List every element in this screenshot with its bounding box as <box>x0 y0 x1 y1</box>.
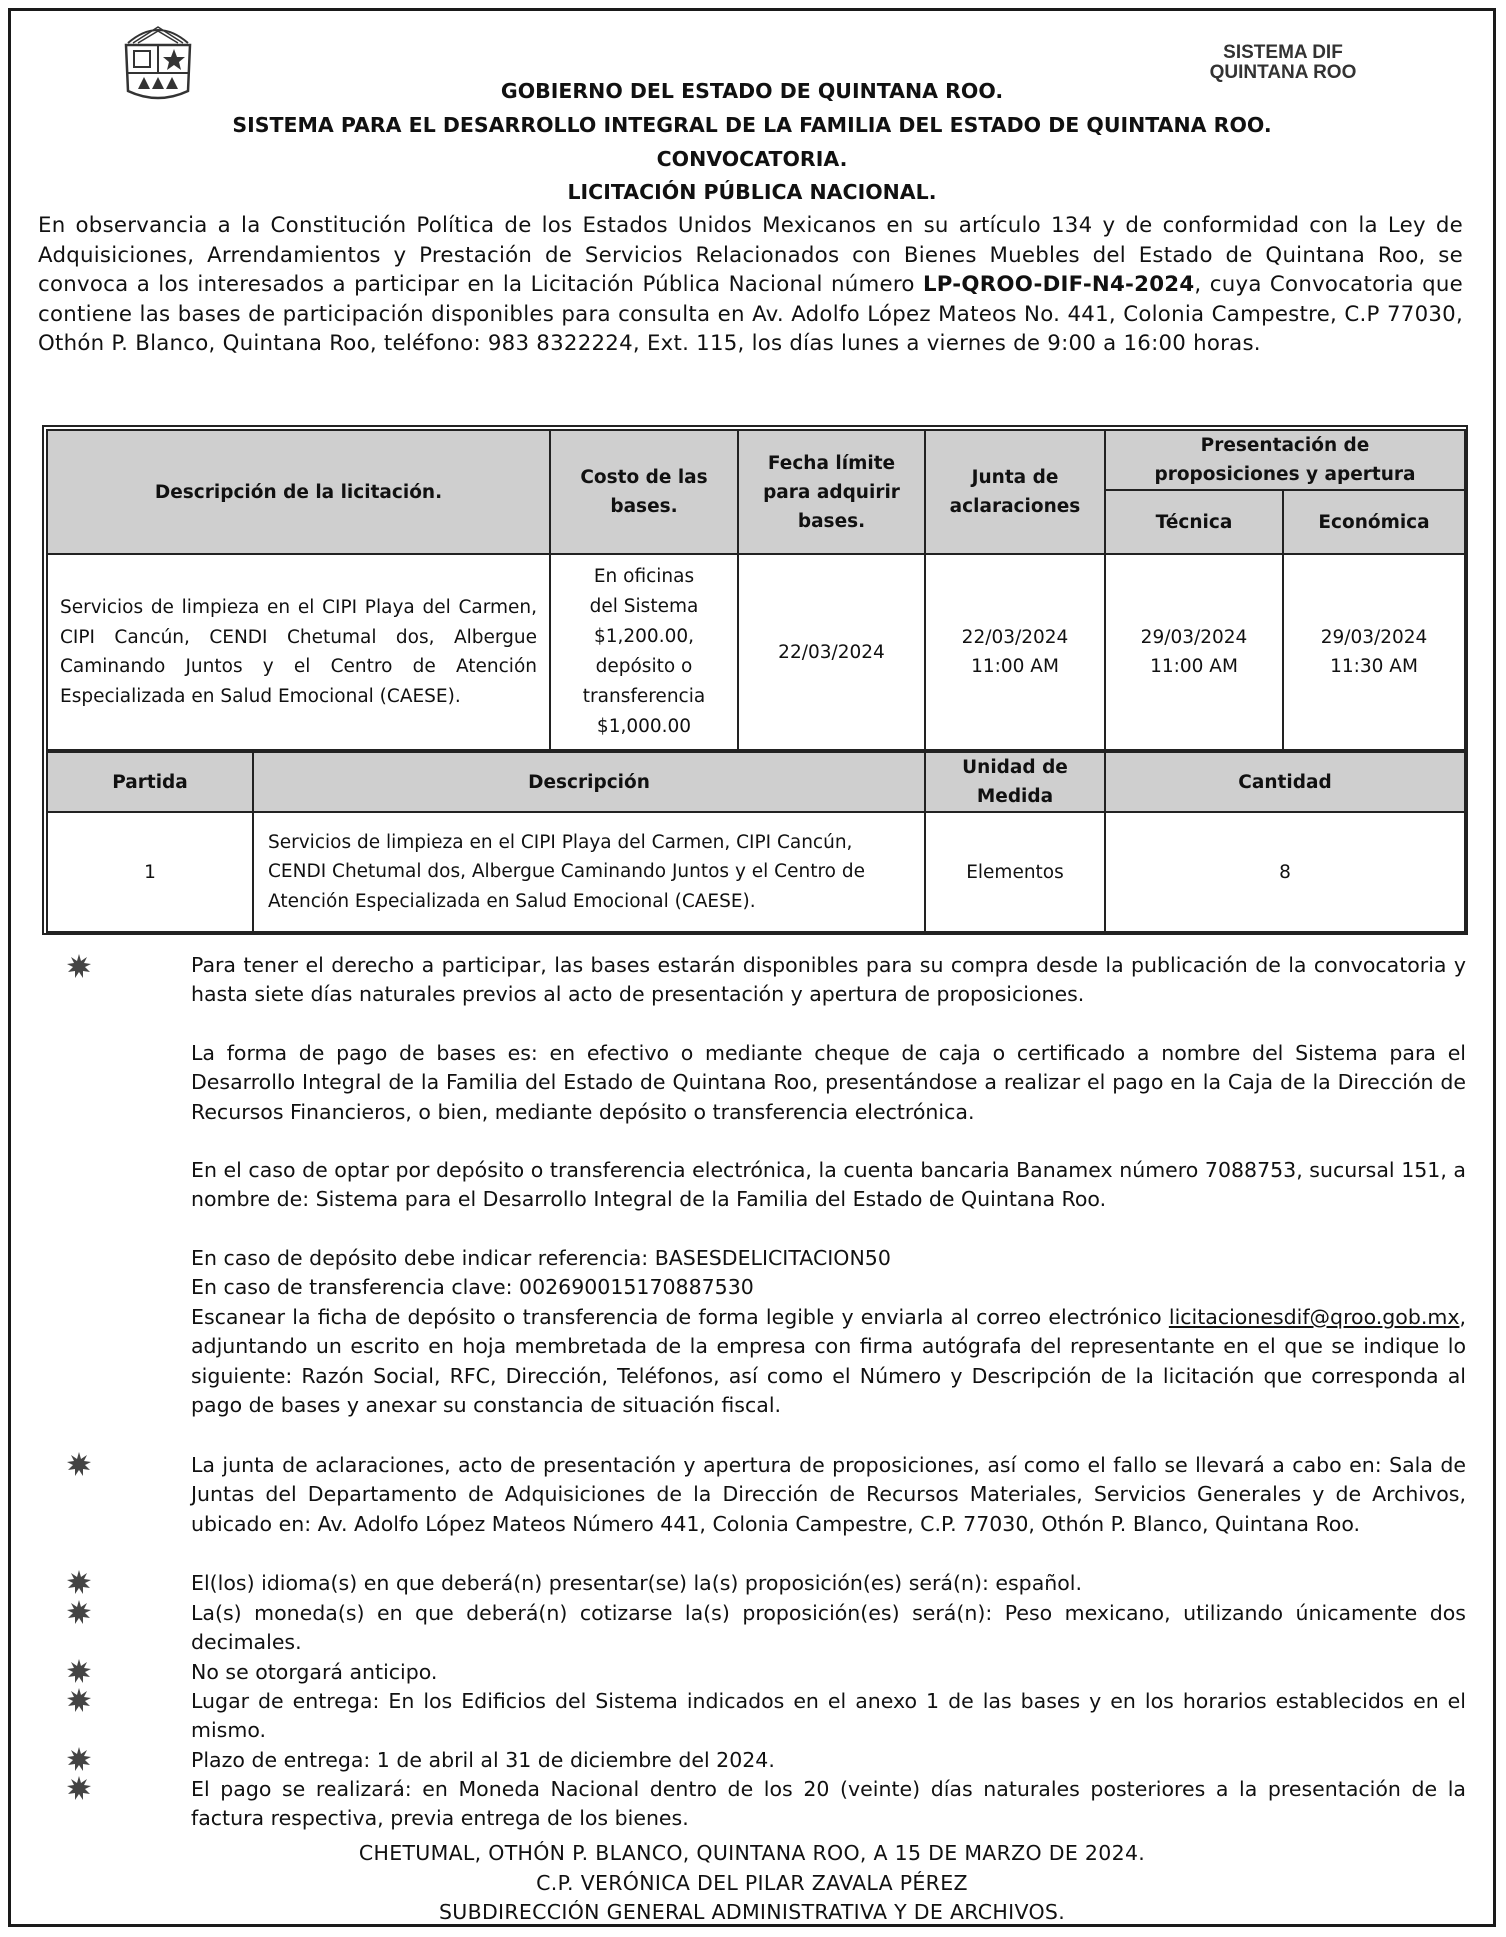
intro-paragraph <box>38 211 1463 359</box>
intro-text-after: , cuya Convocatoria que contiene las bases de participación disponibles para consulta en Av. Adolfo López Mateos No. 441, Colonia Campestre, C.P 77030, Othón P. Blanco, Quintana Roo, teléfono: 983 8322224, Ext. 115, los días lunes a viernes de 9:00 a 16:00 horas. <box>38 272 1463 357</box>
junta-fecha: 22/03/2024 <box>961 627 1069 648</box>
condition-plazo-entrega: Plazo de entrega: 1 de abril al 31 de diciembre del 2024. <box>191 1748 775 1772</box>
cell-tecnica <box>1105 554 1283 750</box>
condition-cuenta-bancaria: En el caso de optar por depósito o transferencia electrónica, la cuenta bancaria Banamex número 7088753, sucursal 151, a nombre de: Sistema para el Desarrollo Integral de la Familia del Estado de Quintana Roo. <box>191 1158 1466 1212</box>
header-partida: Partida <box>47 752 253 812</box>
junta-hora: 11:00 AM <box>971 656 1059 677</box>
sistema-dif-mark <box>1183 43 1383 83</box>
header-descripcion2: Descripción <box>253 752 925 812</box>
header-unidad: Unidad de Medida <box>925 752 1105 812</box>
header-tecnica: Técnica <box>1105 490 1283 554</box>
heading-sistema: SISTEMA PARA EL DESARROLLO INTEGRAL DE LA FAMILIA DEL ESTADO DE QUINTANA ROO. <box>232 113 1272 137</box>
sistema-dif-label: SISTEMA DIF <box>1223 42 1343 63</box>
cell-economica <box>1283 554 1465 750</box>
header-economica: Económica <box>1283 490 1465 554</box>
header-costo: Costo de las bases. <box>550 430 738 554</box>
header-junta: Junta de aclaraciones <box>925 430 1105 554</box>
bullet-icon <box>66 1746 92 1772</box>
header-presentacion: Presentación de proposiciones y apertura <box>1105 430 1465 490</box>
costo-line: $1,000.00 <box>596 716 692 737</box>
bullet-icon <box>66 1599 92 1625</box>
costo-line: del Sistema <box>589 596 699 617</box>
header-fecha-limite: Fecha límite para adquirir bases. <box>738 430 925 554</box>
condition-forma-pago: La forma de pago de bases es: en efectivo o mediante cheque de caja o certificado a nombre del Sistema para el Desarrollo Integral de la Familia del Estado de Quintana Roo, presentándose a realizar el pago en la Caja de la Dirección de Recursos Financieros, o bien, mediante depósito o transferencia electrónica. <box>191 1041 1466 1124</box>
tecnica-hora: 11:00 AM <box>1150 656 1238 677</box>
document-page <box>8 8 1496 1927</box>
economica-fecha: 29/03/2024 <box>1320 627 1428 648</box>
bullet-icon <box>66 1451 92 1477</box>
header-cantidad: Cantidad <box>1105 752 1465 812</box>
condition-pago: El pago se realizará: en Moneda Nacional dentro de los 20 (veinte) días naturales posteriores a la presentación de la factura respectiva, previa entrega de los bienes. <box>191 1777 1466 1831</box>
intro-text-before: En observancia a la Constitución Política de los Estados Unidos Mexicanos en su artículo 134 y de conformidad con la Ley de Adquisiciones, Arrendamientos y Prestación de Servicios Relacionados con Bienes Muebles del Estado de Quintana Roo, se convoca a los interesados a participar en la Licitación Pública Nacional número <box>38 213 1463 298</box>
cell-fecha-limite: 22/03/2024 <box>738 554 925 750</box>
cell-costo <box>550 554 738 750</box>
tecnica-fecha: 29/03/2024 <box>1140 627 1248 648</box>
bullet-icon <box>66 1658 92 1684</box>
footer-signer: C.P. VERÓNICA DEL PILAR ZAVALA PÉREZ <box>536 1871 968 1895</box>
condition-anticipo: No se otorgará anticipo. <box>191 1660 438 1684</box>
cell-partida: 1 <box>47 812 253 932</box>
bullet-icon <box>66 1775 92 1801</box>
condition-lugar-entrega: Lugar de entrega: En los Edificios del Sistema indicados en el anexo 1 de las bases y en los horarios establecidos en el mismo. <box>191 1689 1466 1743</box>
quintana-roo-label: QUINTANA ROO <box>1209 62 1357 83</box>
cell-unidad: Elementos <box>925 812 1105 932</box>
cell-descripcion: Servicios de limpieza en el CIPI Playa del Carmen, CIPI Cancún, CENDI Chetumal dos, Albergue Caminando Juntos y el Centro de Atención Especializada en Salud Emocional (CAESE). <box>47 554 550 750</box>
costo-line: $1,200.00, <box>593 626 695 647</box>
licitacion-number: LP-QROO-DIF-N4-2024 <box>922 272 1195 298</box>
costo-line: depósito o <box>595 656 693 677</box>
email-link[interactable]: licitacionesdif@qroo.gob.mx <box>1168 1305 1460 1329</box>
licitacion-table <box>46 429 1466 751</box>
heading-gobierno: GOBIERNO DEL ESTADO DE QUINTANA ROO. <box>500 79 1004 103</box>
cell-descripcion2: Servicios de limpieza en el CIPI Playa del Carmen, CIPI Cancún, CENDI Chetumal dos, Albergue Caminando Juntos y el Centro de Atención Especializada en Salud Emocional (CAESE). <box>253 812 925 932</box>
economica-hora: 11:30 AM <box>1330 656 1418 677</box>
heading-convocatoria: CONVOCATORIA. <box>656 147 848 171</box>
bullet-icon <box>66 953 92 979</box>
bullet-icon <box>66 1687 92 1713</box>
cell-cantidad: 8 <box>1105 812 1465 932</box>
costo-line: transferencia <box>582 686 706 707</box>
condition-escanear <box>191 1303 1466 1420</box>
bullet-icon <box>66 1569 92 1595</box>
partidas-table <box>46 751 1466 933</box>
header-descripcion: Descripción de la licitación. <box>47 430 550 554</box>
condition-referencia: En caso de depósito debe indicar referencia: BASESDELICITACION50 <box>191 1246 891 1270</box>
condition-junta-lugar: La junta de aclaraciones, acto de presentación y apertura de proposiciones, así como el fallo se llevará a cabo en: Sala de Juntas del Departamento de Adquisiciones de la Dirección de Recursos Materiales, Servicios Generales y de Archivos, ubicado en: Av. Adolfo López Mateos Número 441, Colonia Campestre, C.P. 77030, Othón P. Blanco, Quintana Roo. <box>191 1453 1466 1536</box>
condition-moneda: La(s) moneda(s) en que deberá(n) cotizarse la(s) proposición(es) será(n): Peso mexicano, utilizando únicamente dos decimales. <box>191 1601 1466 1655</box>
condition-bases-disponibles: Para tener el derecho a participar, las bases estarán disponibles para su compra desde la publicación de la convocatoria y hasta siete días naturales previos al acto de presentación y apertura de proposiciones. <box>191 953 1466 1007</box>
footer-office: SUBDIRECCIÓN GENERAL ADMINISTRATIVA Y DE ARCHIVOS. <box>438 1900 1066 1924</box>
costo-line: En oficinas <box>593 566 695 587</box>
footer-place-date: CHETUMAL, OTHÓN P. BLANCO, QUINTANA ROO, A 15 DE MARZO DE 2024. <box>358 1841 1146 1865</box>
escanear-text: Escanear la ficha de depósito o transferencia de forma legible y enviarla al correo electrónico <box>191 1305 1162 1329</box>
condition-idioma: El(los) idioma(s) en que deberá(n) presentar(se) la(s) proposición(es) será(n): español. <box>191 1571 1082 1595</box>
heading-licitacion: LICITACIÓN PÚBLICA NACIONAL. <box>567 180 937 204</box>
condition-clave: En caso de transferencia clave: 002690015170887530 <box>191 1275 754 1299</box>
cell-junta <box>925 554 1105 750</box>
escanear-text-after: , adjuntando un escrito en hoja membretada de la empresa con firma autógrafa del representante en el que se indique lo siguiente: Razón Social, RFC, Dirección, Teléfonos, así como el Número y Descripción de la licitación que corresponda al pago de bases y anexar su constancia de situación fiscal. <box>191 1305 1466 1417</box>
